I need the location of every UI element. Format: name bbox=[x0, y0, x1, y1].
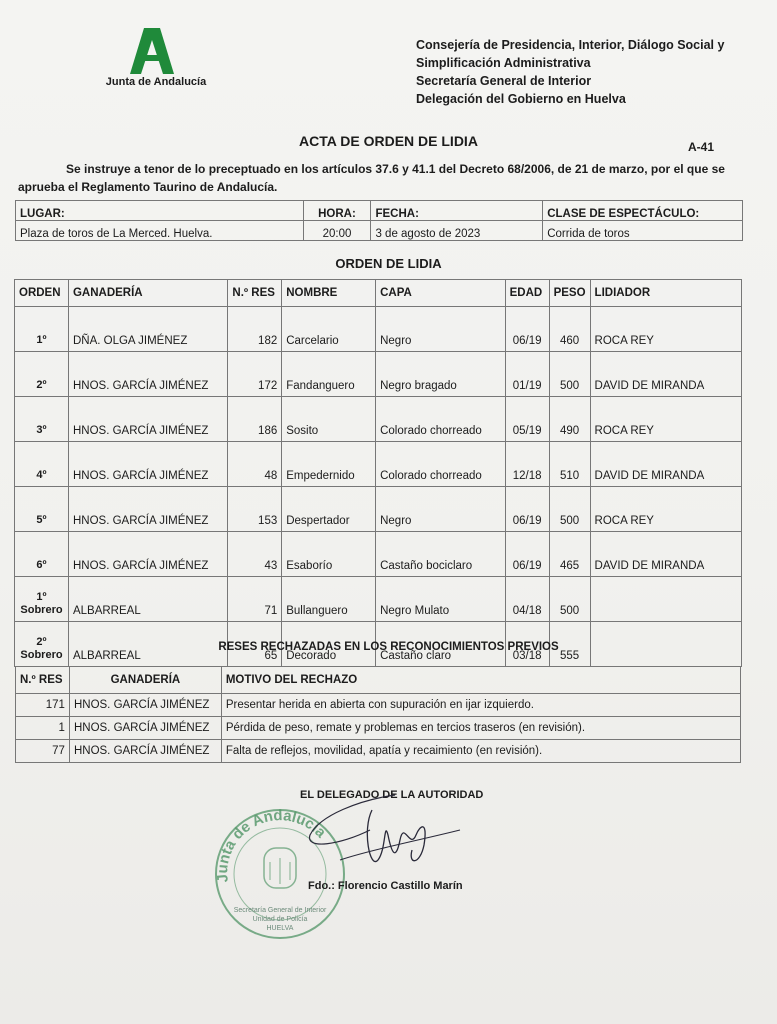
edad-cell: 04/18 bbox=[505, 577, 549, 622]
orden-cell bbox=[15, 532, 69, 577]
edad-cell: 05/19 bbox=[505, 397, 549, 442]
nombre-cell: Empedernido bbox=[282, 442, 376, 487]
stamp-text: HUELVA bbox=[266, 925, 294, 932]
firma-text: Fdo.: Florencio Castillo Marín bbox=[308, 880, 463, 892]
orden-number: 3º bbox=[36, 424, 47, 436]
clase-label: CLASE DE ESPECTÁCULO: bbox=[543, 201, 743, 221]
capa-cell: Negro bbox=[376, 307, 506, 352]
junta-logo bbox=[100, 28, 220, 88]
table-row bbox=[15, 577, 742, 622]
lugar-label: LUGAR: bbox=[16, 201, 304, 221]
header-line: Secretaría General de Interior bbox=[416, 74, 592, 88]
edad-cell: 06/19 bbox=[505, 487, 549, 532]
peso-cell: 500 bbox=[549, 352, 590, 397]
res-cell: 171 bbox=[16, 694, 70, 717]
col-header-orden: ORDEN bbox=[15, 280, 69, 307]
res-cell: 65 bbox=[228, 622, 282, 667]
stamp-text: Junta de Andalucía bbox=[214, 807, 330, 884]
capa-cell: Negro Mulato bbox=[376, 577, 506, 622]
res-cell: 153 bbox=[228, 487, 282, 532]
orden-cell bbox=[15, 307, 69, 352]
peso-cell: 500 bbox=[549, 577, 590, 622]
ganaderia-cell: HNOS. GARCÍA JIMÉNEZ bbox=[68, 487, 227, 532]
lidiador-cell: DAVID DE MIRANDA bbox=[590, 352, 741, 397]
header-line: Consejería de Presidencia, Interior, Diálogo Social y bbox=[416, 38, 725, 52]
nombre-cell: Sosito bbox=[282, 397, 376, 442]
col-header-nombre: NOMBRE bbox=[282, 280, 376, 307]
stamp-text: Secretaría General de Interior bbox=[233, 907, 327, 914]
logo-text: Junta de Andalucía bbox=[105, 76, 207, 88]
col-header-capa: CAPA bbox=[376, 280, 506, 307]
capa-cell: Negro bragado bbox=[376, 352, 506, 397]
res-cell: 77 bbox=[16, 740, 70, 763]
fecha-label: FECHA: bbox=[371, 201, 543, 221]
orden-cell bbox=[15, 442, 69, 487]
ganaderia-cell: ALBARREAL bbox=[68, 622, 227, 667]
capa-cell: Castaño claro bbox=[376, 622, 506, 667]
junta-logo-icon bbox=[130, 28, 174, 74]
res-cell: 71 bbox=[228, 577, 282, 622]
table-row bbox=[15, 352, 742, 397]
intro-line: aprueba el Reglamento Taurino de Andalucía. bbox=[18, 180, 278, 194]
intro-text bbox=[18, 160, 748, 196]
capa-cell: Negro bbox=[376, 487, 506, 532]
peso-cell: 490 bbox=[549, 397, 590, 442]
edad-cell: 03/18 bbox=[505, 622, 549, 667]
nombre-cell: Carcelario bbox=[282, 307, 376, 352]
table-row bbox=[15, 397, 742, 442]
ganaderia-cell: HNOS. GARCÍA JIMÉNEZ bbox=[68, 442, 227, 487]
nombre-cell: Esaborío bbox=[282, 532, 376, 577]
col-header-ganaderia: GANADERÍA bbox=[69, 667, 221, 694]
res-cell: 186 bbox=[228, 397, 282, 442]
col-header-res: N.º RES bbox=[16, 667, 70, 694]
reses-title: RESES RECHAZADAS EN LOS RECONOCIMIENTOS PREVIOS bbox=[218, 641, 559, 653]
nombre-cell: Bullanguero bbox=[282, 577, 376, 622]
col-header-res: N.º RES bbox=[228, 280, 282, 307]
lidiador-cell: ROCA REY bbox=[590, 487, 741, 532]
motivo-cell: Pérdida de peso, remate y problemas en tercios traseros (en revisión). bbox=[221, 717, 740, 740]
table-row bbox=[16, 740, 741, 763]
ganaderia-cell: ALBARREAL bbox=[68, 577, 227, 622]
lidiador-cell: ROCA REY bbox=[590, 307, 741, 352]
capa-cell: Colorado chorreado bbox=[376, 442, 506, 487]
nombre-cell: Decorado bbox=[282, 622, 376, 667]
orden-number: 2º bbox=[36, 379, 47, 391]
orden-cell bbox=[15, 352, 69, 397]
orden-number: 5º bbox=[36, 514, 47, 526]
orden-cell bbox=[15, 577, 69, 622]
edad-cell: 12/18 bbox=[505, 442, 549, 487]
motivo-cell: Falta de reflejos, movilidad, apatía y recaimiento (en revisión). bbox=[221, 740, 740, 763]
col-header-peso: PESO bbox=[549, 280, 590, 307]
delegado-label: EL DELEGADO DE LA AUTORIDAD bbox=[300, 789, 484, 801]
ganaderia-cell: HNOS. GARCÍA JIMÉNEZ bbox=[69, 740, 221, 763]
edad-cell: 01/19 bbox=[505, 352, 549, 397]
ganaderia-cell: HNOS. GARCÍA JIMÉNEZ bbox=[69, 717, 221, 740]
peso-cell: 460 bbox=[549, 307, 590, 352]
orden-number: 6º bbox=[36, 559, 47, 571]
res-cell: 48 bbox=[228, 442, 282, 487]
table-row bbox=[15, 487, 742, 532]
fecha-value: 3 de agosto de 2023 bbox=[371, 221, 543, 241]
table-row bbox=[15, 442, 742, 487]
nombre-cell: Despertador bbox=[282, 487, 376, 532]
capa-cell: Castaño bociclaro bbox=[376, 532, 506, 577]
hora-label: HORA: bbox=[303, 201, 371, 221]
lidiador-cell: ROCA REY bbox=[590, 397, 741, 442]
clase-value: Corrida de toros bbox=[543, 221, 743, 241]
ganaderia-cell: HNOS. GARCÍA JIMÉNEZ bbox=[68, 352, 227, 397]
header-line: Delegación del Gobierno en Huelva bbox=[416, 92, 626, 106]
nombre-cell: Fandanguero bbox=[282, 352, 376, 397]
orden-cell bbox=[15, 397, 69, 442]
lidiador-cell: DAVID DE MIRANDA bbox=[590, 442, 741, 487]
col-header-edad: EDAD bbox=[505, 280, 549, 307]
ganaderia-cell: HNOS. GARCÍA JIMÉNEZ bbox=[68, 397, 227, 442]
orden-sub: Sobrero bbox=[20, 649, 63, 661]
capa-cell: Colorado chorreado bbox=[376, 397, 506, 442]
peso-cell: 500 bbox=[549, 487, 590, 532]
event-info-table bbox=[15, 200, 743, 241]
col-header-motivo: MOTIVO DEL RECHAZO bbox=[221, 667, 740, 694]
orden-lidia-table bbox=[14, 279, 742, 667]
motivo-cell: Presentar herida en abierta con supuración en ijar izquierdo. bbox=[221, 694, 740, 717]
orden-number: 2º bbox=[36, 636, 47, 648]
reses-rechazadas-table bbox=[15, 666, 741, 763]
lidiador-cell: DAVID DE MIRANDA bbox=[590, 532, 741, 577]
institution-header bbox=[416, 36, 724, 108]
orden-number: 4º bbox=[36, 469, 47, 481]
hora-value: 20:00 bbox=[303, 221, 371, 241]
peso-cell: 555 bbox=[549, 622, 590, 667]
edad-cell: 06/19 bbox=[505, 532, 549, 577]
intro-line: Se instruye a tenor de lo preceptuado en los artículos 37.6 y 41.1 del Decreto 68/2006, de 21 de marzo, por el que se bbox=[66, 162, 725, 176]
orden-number: 1º bbox=[36, 591, 47, 603]
ganaderia-cell: DÑA. OLGA JIMÉNEZ bbox=[68, 307, 227, 352]
res-cell: 43 bbox=[228, 532, 282, 577]
orden-number: 1º bbox=[36, 334, 47, 346]
col-header-lidiador: LIDIADOR bbox=[590, 280, 741, 307]
res-cell: 182 bbox=[228, 307, 282, 352]
lugar-value: Plaza de toros de La Merced. Huelva. bbox=[16, 221, 304, 241]
peso-cell: 465 bbox=[549, 532, 590, 577]
stamp-text: Unidad de Policía bbox=[252, 916, 308, 923]
res-cell: 172 bbox=[228, 352, 282, 397]
header-line: Simplificación Administrativa bbox=[416, 56, 591, 70]
table-row bbox=[16, 717, 741, 740]
col-header-ganaderia: GANADERÍA bbox=[68, 280, 227, 307]
document-title: ACTA DE ORDEN DE LIDIA bbox=[299, 133, 478, 149]
orden-sub: Sobrero bbox=[20, 604, 63, 616]
res-cell: 1 bbox=[16, 717, 70, 740]
peso-cell: 510 bbox=[549, 442, 590, 487]
table-row bbox=[15, 532, 742, 577]
ganaderia-cell: HNOS. GARCÍA JIMÉNEZ bbox=[69, 694, 221, 717]
table-row bbox=[16, 694, 741, 717]
edad-cell: 06/19 bbox=[505, 307, 549, 352]
orden-title: ORDEN DE LIDIA bbox=[335, 256, 442, 271]
ganaderia-cell: HNOS. GARCÍA JIMÉNEZ bbox=[68, 532, 227, 577]
table-row bbox=[15, 307, 742, 352]
document-code: A-41 bbox=[688, 140, 715, 154]
lidiador-cell bbox=[590, 577, 741, 622]
orden-cell bbox=[15, 487, 69, 532]
